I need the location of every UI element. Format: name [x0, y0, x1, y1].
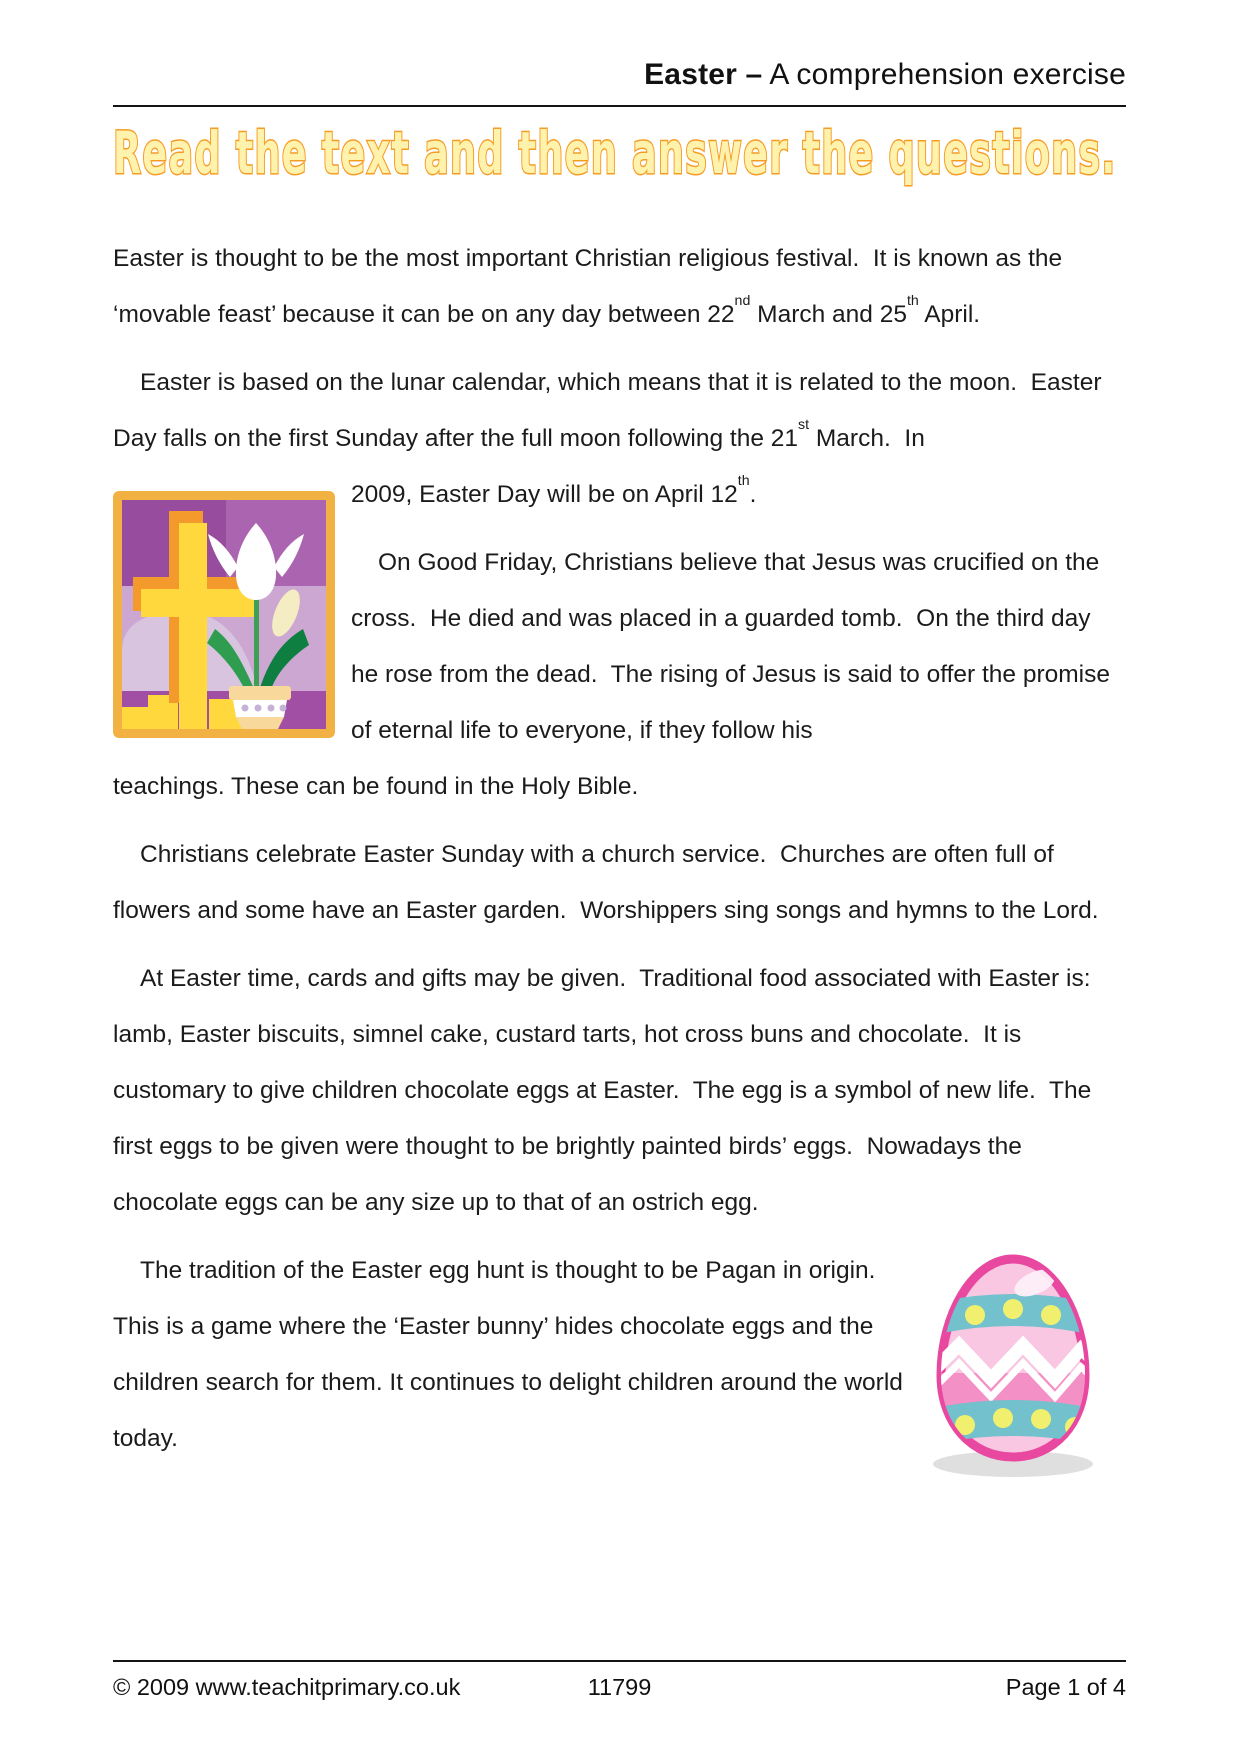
easter-egg-image — [913, 1245, 1113, 1480]
ordinal-st: st — [798, 417, 810, 434]
paragraph-2 — [113, 355, 1121, 467]
footer-copyright: © 2009 www.teachitprimary.co.uk — [113, 1674, 461, 1700]
header-title-bold: Easter – — [644, 58, 763, 91]
wrapped-text-column — [351, 467, 1121, 759]
instruction-title: Read the text and then answer the questions. — [113, 119, 1117, 187]
p2cont-text: 2009, Easter Day will be on April 12 — [351, 481, 738, 508]
instruction-title-wrap — [113, 115, 1126, 191]
paragraph-6: The tradition of the Easter egg hunt is thought to be Pagan in origin. This is a game where the ‘Easter bunny’ hides chocolate eggs and the children search for them. It continues to delight children around the world today. — [113, 1257, 910, 1452]
page-footer — [113, 1660, 1126, 1708]
cross-and-lily-image — [113, 491, 335, 738]
paragraph-3: On Good Friday, Christians believe that Jesus was crucified on the cross. He died and was placed in a guarded tomb. On the third day he rose from the dead. The rising of Jesus is said to offer the promise of eternal life to everyone, if they follow his — [351, 549, 1117, 744]
ordinal-nd: nd — [734, 293, 751, 310]
p2-text: Easter is based on the lunar calendar, which means that it is related to the moon. Easter Day falls on the first Sunday after the full moon following the 21 — [113, 369, 1109, 452]
footer-page-number: Page 1 of 4 — [1005, 1674, 1126, 1700]
paragraph-2-continued — [351, 467, 1121, 523]
p1-text-2: March and 25 — [750, 301, 907, 328]
p1-text-3: April. — [918, 301, 981, 328]
header-divider — [113, 105, 1126, 107]
p2cont-text-2: . — [749, 481, 757, 508]
ordinal-th: th — [906, 293, 919, 310]
p1-text: Easter is thought to be the most important Christian religious festival. It is known as the ‘movable feast’ because it can be on any day between 22 — [113, 245, 1069, 328]
paragraph-4: Christians celebrate Easter Sunday with a church service. Churches are often full of flowers and some have an Easter garden. Worshippers sing songs and hymns to the Lord. — [113, 841, 1099, 924]
paragraph-5: At Easter time, cards and gifts may be given. Traditional food associated with Easter is: lamb, Easter biscuits, simnel cake, custard tarts, hot cross buns and chocolate. It is customary to give children chocolate eggs at Easter. The egg is a symbol of new life. The first eggs to be given were thought to be brightly painted birds’ eggs. Nowadays the chocolate eggs can be any size up to that of an ostrich egg. — [113, 965, 1099, 1216]
p2-text-2: March. In — [809, 425, 925, 452]
header-title-rest: A comprehension exercise — [762, 58, 1126, 91]
ordinal-th-2: th — [737, 473, 750, 490]
easter-egg-figure — [913, 1245, 1121, 1501]
egg-text-section — [113, 1243, 1121, 1501]
paragraph-3-continued: teachings. These can be found in the Holy Bible. — [113, 773, 639, 800]
cross-and-lily-figure — [113, 491, 335, 759]
footer-document-id: 11799 — [587, 1674, 652, 1700]
body-text — [113, 231, 1121, 1501]
image-text-wrap-section — [113, 467, 1121, 759]
paragraph-1 — [113, 231, 1121, 343]
page-header — [113, 0, 1126, 92]
